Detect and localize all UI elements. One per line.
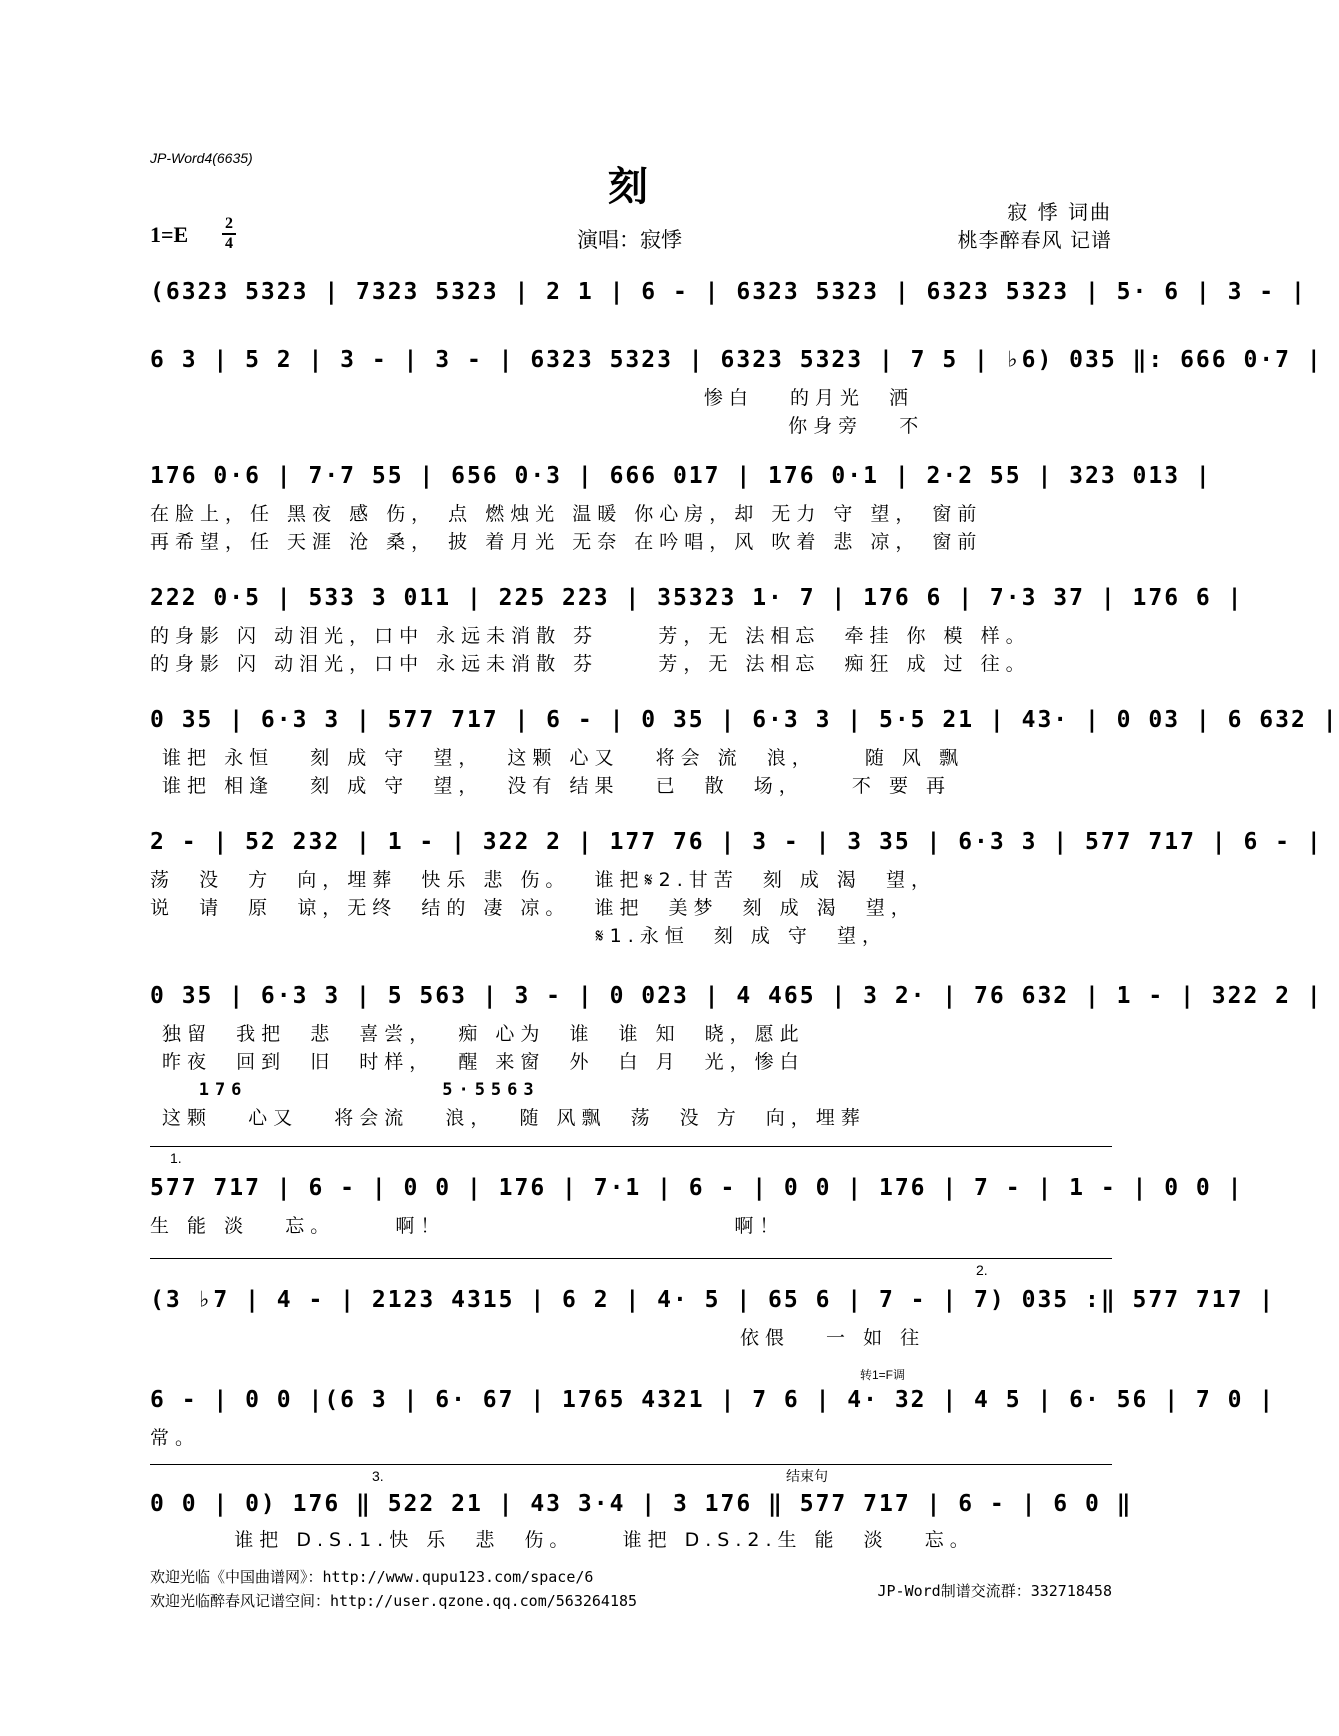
score-line-7: 0 35 | 6·3 3 | 5 563 | 3 - | 0 023 | 4 465 | 3 2· | 76 632 | 1 - | 322 2 |: [150, 983, 1323, 1009]
lyric-line-6-verse-2: 说 请 原 谅，无终 结的 凄 凉。 谁把 美梦 刻 成 渴 望，: [150, 897, 916, 919]
modulation-label: 转1=F调: [860, 1368, 906, 1382]
lyric-line-7-verse-3: 这颗 心又 将会流 浪， 随 风飘 荡 没 方 向，埋葬: [150, 1107, 866, 1129]
score-line-11: 0 0 | 0) 176 ‖ 522 21 | 43 3·4 | 3 176 ‖ 577 717 | 6 - | 6 0 ‖: [150, 1491, 1133, 1517]
score-line-2: 6 3 | 5 2 | 3 - | 3 - | 6323 5323 | 6323 5323 | 7 5 | ♭6) 035 ‖: 666 0·7 |: [150, 347, 1323, 373]
lyric-line-4-verse-1: 的身影 闪 动泪光，口中 永远未消散 芬 芳，无 法相忘 牵挂 你 模 样。: [150, 625, 1031, 647]
lyric-line-6-verse-3: 𝄋1.永恒 刻 成 守 望，: [150, 925, 887, 947]
meter-top: 2: [225, 215, 233, 232]
lyricist-composer-credit: 寂 悸 词曲: [1007, 200, 1112, 224]
footer-site-link: 欢迎光临《中国曲谱网》：http://www.qupu123.com/space/6: [150, 1568, 594, 1586]
lyric-line-7-verse-2: 昨夜 回到 旧 时样， 醒 来窗 外 白 月 光，惨白: [150, 1051, 805, 1073]
lyric-line-3-verse-1: 在脸上，任 黑夜 感 伤， 点 燃烛光 温暖 你心房，却 无力 守 望， 窗前: [150, 503, 983, 525]
lyric-line-2-verse-2: 你身旁 不: [150, 415, 925, 437]
volta-bracket-line-3: [150, 1464, 1112, 1465]
singer-credit: 演唱：寂悸: [577, 228, 682, 252]
lyric-line-4-verse-2: 的身影 闪 动泪光，口中 永远未消散 芬 芳，无 法相忘 痴狂 成 过 往。: [150, 653, 1031, 675]
lyric-line-6-verse-1: 荡 没 方 向，埋葬 快乐 悲 伤。 谁把𝄋2.甘苦 刻 成 渴 望，: [150, 869, 937, 891]
score-line-9: (3 ♭7 | 4 - | 2123 4315 | 6 2 | 4· 5 | 65 6 | 7 - | 7) 035 :‖ 577 717 |: [150, 1287, 1276, 1313]
time-signature: [222, 216, 236, 252]
song-title: 刻: [608, 164, 648, 210]
score-line-6: 2 - | 52 232 | 1 - | 322 2 | 177 76 | 3 - | 3 35 | 6·3 3 | 577 717 | 6 - |: [150, 829, 1323, 855]
lyric-line-3-verse-2: 再希望，任 天涯 沧 桑， 披 着月光 无奈 在吟唱，风 吹着 悲 凉， 窗前: [150, 531, 983, 553]
volta-bracket-line: [150, 1146, 1112, 1147]
transcriber-credit: 桃李醉春风 记谱: [957, 228, 1112, 252]
volta-bracket-line-2: [150, 1258, 1112, 1259]
meter-bottom: 4: [225, 235, 233, 252]
volta-3-label: 3.: [372, 1468, 384, 1484]
lyric-line-11: 谁把 D.S.1.快 乐 悲 伤。 谁把 D.S.2.生 能 淡 忘。: [150, 1529, 975, 1551]
score-line-1: (6323 5323 | 7323 5323 | 2 1 | 6 - | 6323 5323 | 6323 5323 | 5· 6 | 3 - |: [150, 279, 1307, 305]
key-signature: 1=E: [150, 222, 189, 247]
lyric-line-9: 依偎 一 如 往: [150, 1327, 926, 1349]
lyric-line-8: 生 能 淡 忘。 啊！ 啊！: [150, 1215, 785, 1237]
software-label: JP-Word4(6635): [150, 150, 253, 166]
footer-group-number: JP-Word制谱交流群：332718458: [877, 1582, 1112, 1600]
lyric-line-10: 常。: [150, 1427, 201, 1449]
lyric-line-7-verse-1: 独留 我把 悲 喜尝， 痴 心为 谁 谁 知 晓，愿此: [150, 1023, 805, 1045]
lyric-line-5-verse-2: 谁把 相逢 刻 成 守 望， 没有 结果 已 散 场， 不 要 再: [150, 775, 951, 797]
score-line-4: 222 0·5 | 533 3 011 | 225 223 | 35323 1· 7 | 176 6 | 7·3 37 | 176 6 |: [150, 585, 1244, 611]
lyric-line-5-verse-1: 谁把 永恒 刻 成 守 望， 这颗 心又 将会 流 浪， 随 风 飘: [150, 747, 964, 769]
volta-2-label: 2.: [976, 1262, 988, 1278]
volta-1-label: 1.: [170, 1150, 182, 1166]
lyric-line-2-verse-1: 惨白 的月光 洒: [150, 387, 915, 409]
score-line-8: 577 717 | 6 - | 0 0 | 176 | 7·1 | 6 - | 0 0 | 176 | 7 - | 1 - | 0 0 |: [150, 1175, 1244, 1201]
footer-space-link: 欢迎光临醉春风记谱空间：http://user.qzone.qq.com/563264185: [150, 1592, 638, 1610]
alt-notes-line-7: 176 5·5563: [150, 1080, 540, 1100]
score-line-10: 6 - | 0 0 |(6 3 | 6· 67 | 1765 4321 | 7 6 | 4· 32 | 4 5 | 6· 56 | 7 0 |: [150, 1387, 1276, 1413]
score-line-5: 0 35 | 6·3 3 | 577 717 | 6 - | 0 35 | 6·3 3 | 5·5 21 | 43· | 0 03 | 6 632 |: [150, 707, 1339, 733]
score-line-3: 176 0·6 | 7·7 55 | 656 0·3 | 666 017 | 176 0·1 | 2·2 55 | 323 013 |: [150, 463, 1212, 489]
ending-label: 结束句: [786, 1468, 828, 1484]
